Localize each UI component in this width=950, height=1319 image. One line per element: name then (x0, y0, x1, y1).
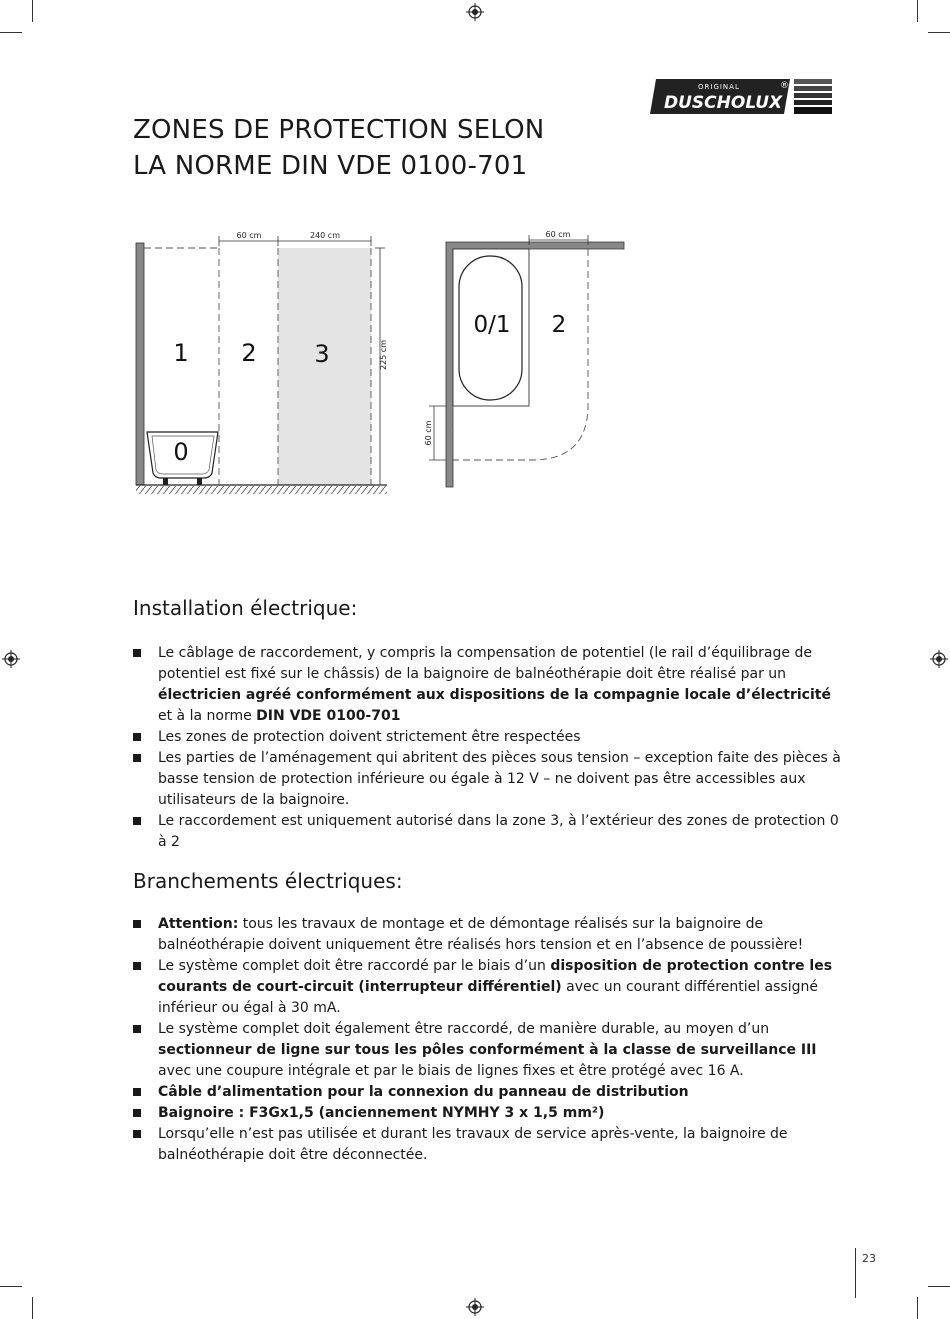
list-item (133, 1124, 843, 1166)
dimension-label-60-side: 60 cm (424, 420, 433, 446)
dimension-label-60-top: 60 cm (545, 230, 571, 239)
list-item-bold: Baignoire : F3Gx1,5 (anciennement NYMHY 3 x 1,5 mm²) (158, 1105, 605, 1121)
dimension-label-60: 60 cm (236, 231, 262, 240)
bathtub-foot (197, 478, 202, 485)
zone-label-2-right: 2 (551, 312, 567, 338)
list-item (133, 1103, 843, 1124)
list-item-text: tous les travaux de montage et de démontage réalisés sur la baignoire de balnéothérapie doivent uniquement être réalisés hors tension et en l’absence de poussière! (158, 916, 804, 953)
crop-mark (928, 1286, 950, 1287)
crop-mark (928, 32, 950, 33)
list-item (133, 956, 843, 1019)
dimension-label-225: 225 cm (379, 339, 388, 371)
list-item-bold: DIN VDE 0100-701 (256, 708, 401, 724)
logo-reg-mark: ® (780, 81, 789, 91)
list-item-text: Les parties de l’aménagement qui abritent des pièces sous tension – exception faite des pièces à basse tension de protection inférieure ou égale à 12 V – ne doivent pas être accessibles aux utilisateurs de la baignoire. (158, 750, 841, 808)
list-item-bold: Attention: (158, 916, 239, 932)
list-item-text: avec une coupure intégrale et par le biais de lignes fixes et être protégé avec 16 A. (158, 1063, 744, 1079)
crop-mark (917, 0, 918, 22)
list-item-text: avec un courant différentiel assigné inférieur ou égal à 30 mA. (158, 979, 818, 1016)
list-item-bold: sectionneur de ligne sur tous les pôles conformément à la classe de surveillance III (158, 1042, 817, 1058)
zone-label-0: 0 (173, 438, 189, 466)
list-item (133, 748, 843, 811)
registration-mark-icon (466, 3, 484, 21)
list-item (133, 727, 843, 748)
registration-mark-icon (930, 650, 948, 668)
list-item-text: Les zones de protection doivent strictement être respectées (158, 729, 581, 745)
page-title-line-2: LA NORME DIN VDE 0100-701 (133, 151, 528, 181)
zone-label-2: 2 (241, 339, 257, 367)
protection-zones-diagram (120, 225, 640, 500)
page-title-line-1: ZONES DE PROTECTION SELON (133, 115, 545, 145)
floor-hatch (136, 486, 387, 494)
crop-mark (0, 32, 22, 33)
crop-mark (32, 1297, 33, 1319)
list-item (133, 811, 843, 853)
list-item-text: Le câblage de raccordement, y compris la compensation de potentiel (le rail d’équilibrage de potentiel est fixé sur le châssis) de la baignoire de balnéothérapie doit être réalisé par un (158, 645, 812, 682)
zone-label-0-1: 0/1 (473, 312, 511, 338)
page-number: 23 (862, 1252, 876, 1265)
section-heading-branchements: Branchements électriques: (133, 869, 403, 893)
list-item-text: Lorsqu’elle n’est pas utilisée et durant les travaux de service après-vente, la baignoire de balnéothérapie doit être déconnectée. (158, 1126, 788, 1163)
crop-mark (0, 1286, 22, 1287)
list-item-text: et à la norme (158, 708, 257, 724)
list-item-bold: électricien agréé conformément aux dispositions de la compagnie locale d’électricité (158, 687, 831, 703)
section-heading-installation: Installation électrique: (133, 596, 358, 620)
crop-mark (917, 1297, 918, 1319)
logo-brand-text: DUSCHOLUX (664, 93, 783, 113)
top-view-diagram (424, 230, 624, 487)
crop-mark (32, 0, 33, 22)
list-item (133, 1082, 843, 1103)
registration-mark-icon (2, 650, 20, 668)
list-item-text: Le système complet doit également être raccordé, de manière durable, au moyen d’un (158, 1021, 770, 1037)
zone-label-1: 1 (173, 339, 189, 367)
list-item-text: Le système complet doit être raccordé par le biais d’un (158, 958, 551, 974)
branchements-list (133, 914, 843, 1166)
side-view-diagram (136, 231, 388, 494)
list-item (133, 914, 843, 956)
registration-mark-icon (466, 1298, 484, 1316)
list-item-text: Le raccordement est uniquement autorisé dans la zone 3, à l’extérieur des zones de protection 0 à 2 (158, 813, 839, 850)
duscholux-logo (650, 76, 833, 117)
list-item-bold: disposition de protection contre les courants de court-circuit (interrupteur différentiel) (158, 958, 833, 995)
page-title (133, 112, 544, 184)
list-item-bold: Câble d’alimentation pour la connexion du panneau de distribution (158, 1084, 689, 1100)
list-item (133, 643, 843, 727)
dimension-label-240: 240 cm (309, 231, 341, 240)
wall (136, 243, 144, 485)
bathtub-foot (163, 478, 168, 485)
list-item (133, 1019, 843, 1082)
page-number-divider (855, 1248, 856, 1298)
zone-label-3: 3 (314, 340, 330, 368)
installation-list (133, 643, 843, 853)
logo-small-text: ORIGINAL (698, 83, 740, 91)
